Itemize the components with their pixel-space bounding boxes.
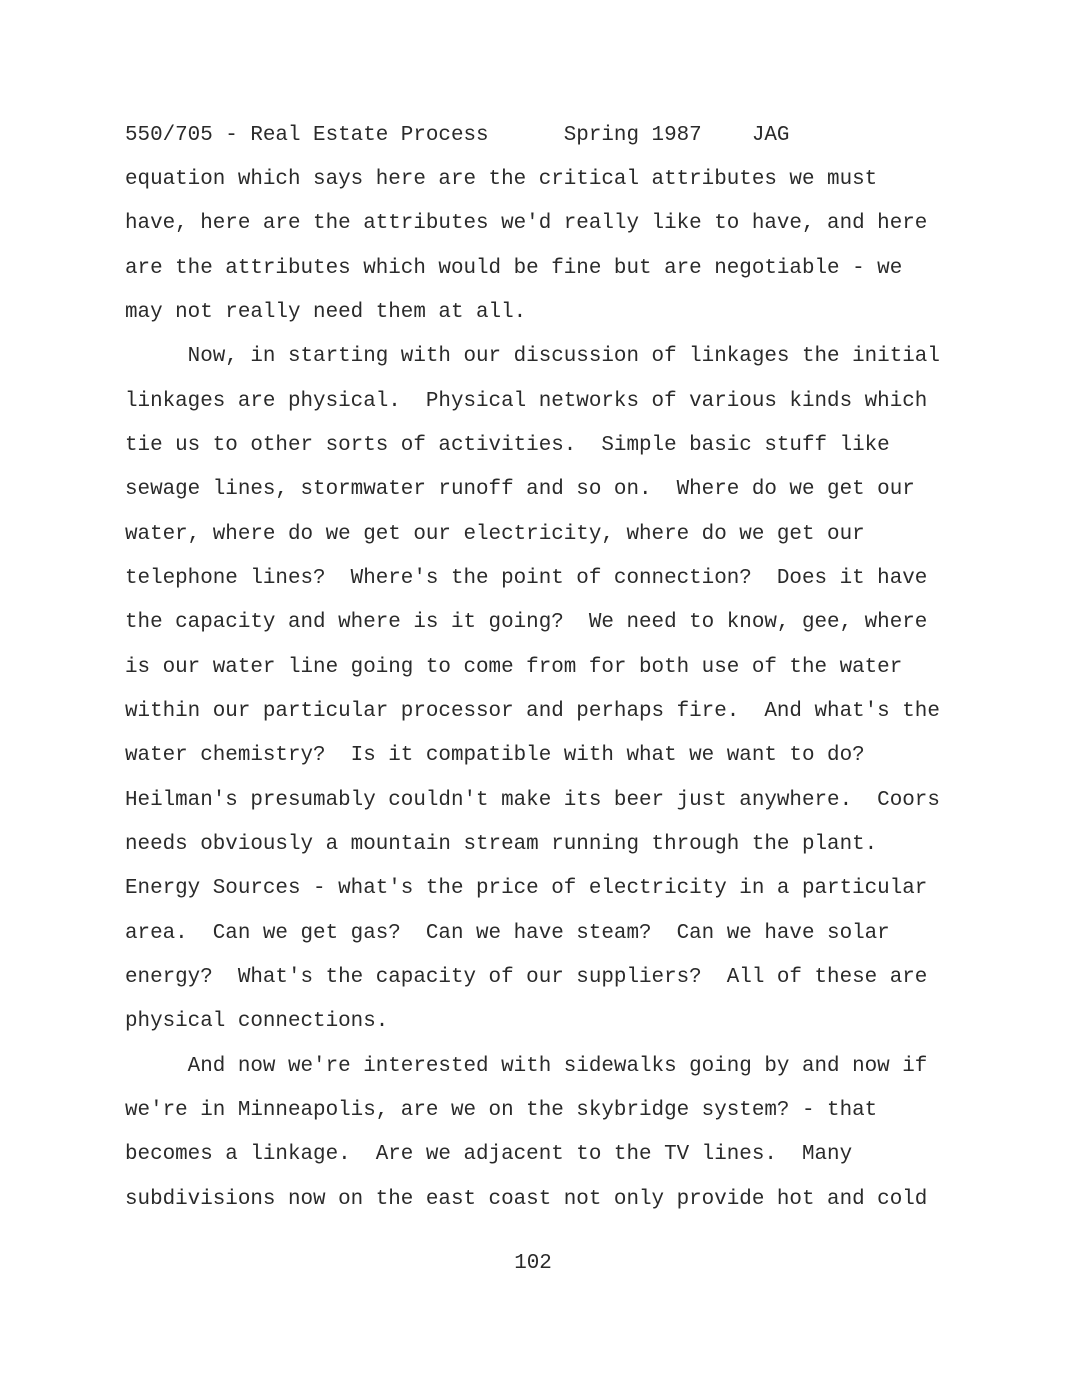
text-line: physical connections. [125,1010,389,1033]
text-line: is our water line going to come from for both use of the water [125,656,903,679]
text-line: telephone lines? Where's the point of connection? Does it have [125,567,928,590]
text-line: needs obviously a mountain stream running through the plant. [125,833,878,856]
text-line: have, here are the attributes we'd really like to have, and here [125,212,928,235]
text-line: the capacity and where is it going? We need to know, gee, where [125,611,928,634]
text-line: equation which says here are the critical attributes we must [125,168,878,191]
text-line: water chemistry? Is it compatible with what we want to do? [125,744,865,767]
page-header: 550/705 - Real Estate Process Spring 1987 JAG [125,124,790,147]
text-line: And now we're interested with sidewalks going by and now if [125,1055,928,1078]
text-line: Heilman's presumably couldn't make its beer just anywhere. Coors [125,789,940,812]
text-line: subdivisions now on the east coast not only provide hot and cold [125,1188,928,1211]
text-line: tie us to other sorts of activities. Simple basic stuff like [125,434,890,457]
text-line: we're in Minneapolis, are we on the skybridge system? - that [125,1099,878,1122]
text-line: may not really need them at all. [125,301,527,324]
text-line: Energy Sources - what's the price of electricity in a particular [125,877,928,900]
text-line: within our particular processor and perhaps fire. And what's the [125,700,940,723]
text-line: sewage lines, stormwater runoff and so on. Where do we get our [125,478,915,501]
text-line: area. Can we get gas? Can we have steam? Can we have solar [125,922,890,945]
text-line: linkages are physical. Physical networks of various kinds which [125,390,928,413]
text-line: water, where do we get our electricity, where do we get our [125,523,865,546]
text-line: Now, in starting with our discussion of linkages the initial [125,345,940,368]
text-line: are the attributes which would be fine but are negotiable - we [125,257,903,280]
text-line: becomes a linkage. Are we adjacent to the TV lines. Many [125,1143,853,1166]
page-number: 102 [514,1252,552,1275]
text-line: energy? What's the capacity of our suppliers? All of these are [125,966,928,989]
